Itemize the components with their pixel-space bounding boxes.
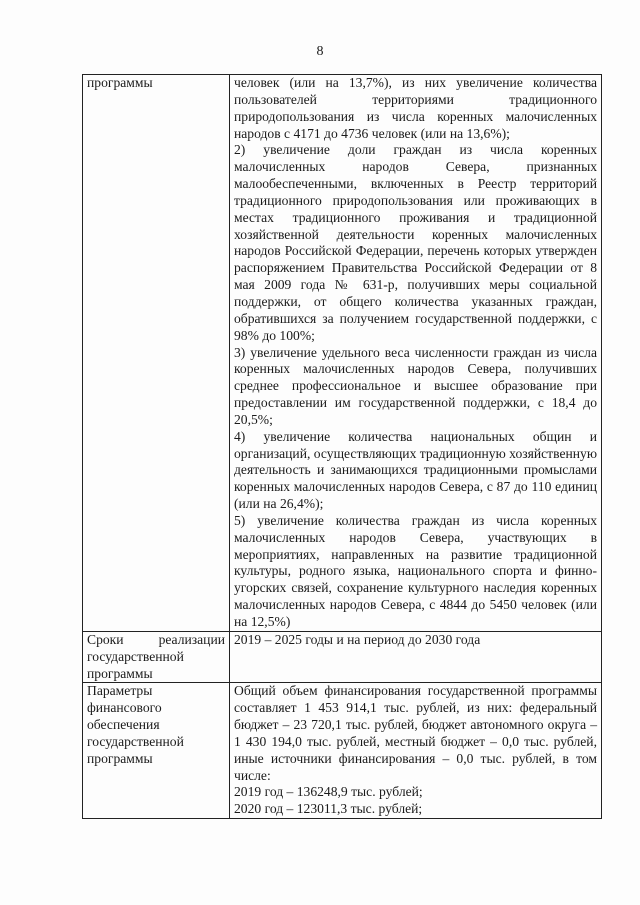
page-number: 8 <box>316 44 324 59</box>
row-content-cell <box>230 631 602 683</box>
row-label-cell <box>83 683 230 819</box>
table-row <box>83 683 602 819</box>
indicator-paragraph: 5) увеличение количества граждан из числа коренных малочисленных народов Севера, участвующих в мероприятиях, направленных на развитие традиционной культуры, родного языка, национального спорта и финно-угорских связей, сохранение культурного наследия коренных малочисленных народов Севера, с 4844 до 5450 человек (или на 12,5%) <box>234 512 597 629</box>
program-passport-table <box>82 74 602 819</box>
row-content-cell <box>230 75 602 632</box>
financing-paragraph: Общий объем финансирования государственной программы составляет 1 453 914,1 тыс. рублей, из них: федеральный бюджет – 23 720,1 тыс. рублей, бюджет автономного округа – 1 430 194,0 тыс. рублей, местный бюджет – 0,0 тыс. рублей, иные источники финансирования – 0,0 тыс. рублей, в том числе: <box>234 683 597 783</box>
indicator-paragraph: 3) увеличение удельного веса численности граждан из числа коренных малочисленных народов Севера, получивших среднее профессиональное и высшее образование при предоставлении им государственной поддержки, с 18,4 до 20,5%; <box>234 344 597 427</box>
row-label: Параметры финансового обеспечения государственной программы <box>87 683 184 766</box>
indicator-paragraph: человек (или на 13,7%), из них увеличение количества пользователей территориями традиционного природопользования из числа коренных малочисленных народов с 4171 до 4736 человек (или на 13,6%); <box>234 75 597 141</box>
table-row <box>83 75 602 632</box>
financing-year-line: 2020 год – 123011,3 тыс. рублей; <box>234 801 423 817</box>
indicator-paragraph: 4) увеличение количества национальных общин и организаций, осуществляющих традиционную хозяйственную деятельность и занимающихся традиционными промыслами коренных малочисленных народов Севера, с 87 до 110 единиц (или на 26,4%); <box>234 428 597 512</box>
row-label-cell <box>83 75 230 632</box>
row-label: программы <box>87 75 153 90</box>
table-row <box>83 631 602 683</box>
indicator-paragraph: 2) увеличение доли граждан из числа коренных малочисленных народов Севера, признанных малообеспеченными, включенных в Реестр территорий традиционного природопользования или проживающих в местах традиционного проживания и традиционной хозяйственной деятельности коренных малочисленных народов Российской Федерации, перечень которых утвержден распоряжением Правительства Российской Федерации от 8 мая 2009 года № 631-р, получивших меры социальной поддержки, от общего количества указанных граждан, обратившихся за получением государственной поддержки, с 98% до 100%; <box>234 142 597 343</box>
row-content-cell <box>230 683 602 819</box>
period-paragraph: 2019 – 2025 годы и на период до 2030 года <box>234 631 481 647</box>
row-label: Сроки реализации государственной программы <box>87 631 225 681</box>
row-label-cell <box>83 631 230 683</box>
financing-year-line: 2019 год – 136248,9 тыс. рублей; <box>234 784 423 800</box>
